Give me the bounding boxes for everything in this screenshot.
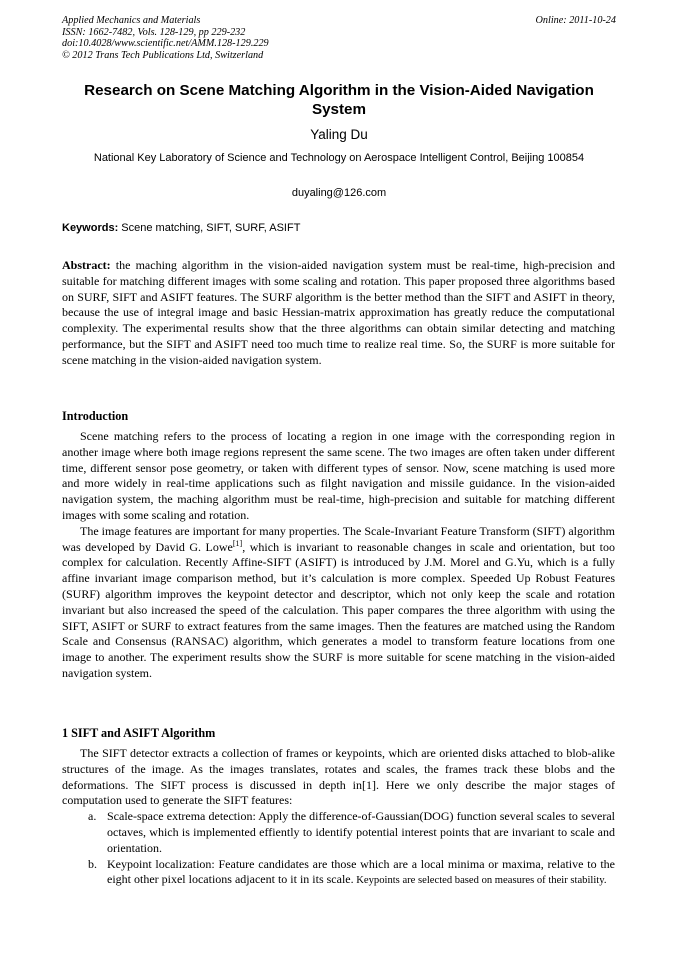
- journal-name: Applied Mechanics and Materials: [62, 15, 201, 26]
- list-item: [62, 809, 615, 856]
- introduction-body: [62, 429, 615, 682]
- author-name: Yaling Du: [310, 127, 368, 142]
- keywords-text: Scene matching, SIFT, SURF, ASIFT: [118, 222, 301, 234]
- section-1-paragraph: The SIFT detector extracts a collection of frames or keypoints, which are oriented disks attached to blob-alike structures of the image. As the images translates, rotates and scales, the frames track these blobs and the deformations. The SIFT process is discussed in depth in[1]. Here we only describe the major stages of computation used to generate the SIFT features:: [62, 746, 615, 808]
- abstract: [62, 258, 615, 369]
- abstract-text: the maching algorithm in the vision-aided navigation system must be real-time, high-precision and suitable for matching different images with some scaling and rotation. This paper proposed three algorithms based on SURF, SIFT and ASIFT features. The SURF algorithm is the better method than the SIFT and ASIFT in theory, because the use of integral image and basic Hessian-matrix approximation has greatly reduce the computational complexity. The experimental results show that the three algorithms can obtain similar detecting and matching performance, but the SIFT and ASIFT need too much time to realize real time. So, the SURF is more suitable for scene matching in the vision-aided navigation system.: [62, 258, 615, 367]
- online-date: Online: 2011-10-24: [535, 15, 616, 26]
- section-1-body: [62, 746, 615, 889]
- intro-paragraph-2: [62, 524, 615, 682]
- keywords-label: Keywords:: [62, 222, 119, 234]
- abstract-label: Abstract:: [62, 258, 111, 272]
- list-item-text: Keypoint localization: Feature candidates are those which are a local minima or maxima, relative to the eight other pixel locations adjacent to it in its scale.: [107, 856, 615, 887]
- list-item: [62, 857, 615, 890]
- list-marker: b.: [88, 856, 97, 871]
- journal-header: [62, 15, 616, 61]
- sift-stage-list: [62, 809, 615, 889]
- intro-p2-part-b: , which is invariant to reasonable changes in scale and orientation, but too complex for calculation. Recently Affine-SIFT (ASIFT) is introduced by J.M. Morel and G.Yu, which is a fully affine invariant image comparison method, but it’s calculation is more complex. Speeded Up Robust Features (SURF) algorithm improves the keypoint detector and descriptor, which not only keep the scale and rotation invariant but also increased the speed of the calculation. This paper compares the three algorithm with using the SIFT, ASIFT or SURF to extract features from the same images. Then the features are matched using the Random Scale and Consensus (RANSAC) algorithm, which generates a model to transform feature locations from one image to another. The experiment results show the SURF is more suitable for scene matching in the vision-aided navigation system.: [62, 539, 616, 680]
- author-email: duyaling@126.com: [291, 187, 387, 199]
- list-item-text: Scale-space extrema detection: Apply the difference-of-Gaussian(DOG) function several scales to several octaves, which is implemented effiently to identify potential interest points that are invariant to scale and orientation.: [107, 809, 615, 855]
- issn-line: ISSN: 1662-7482, Vols. 128-129, pp 229-232: [62, 26, 246, 38]
- paper-title: Research on Scene Matching Algorithm in the Vision-Aided Navigation System: [84, 82, 594, 118]
- citation-ref-1: [1]: [232, 538, 243, 548]
- list-item-text-small: Keypoints are selected based on measures of their stability.: [353, 875, 607, 887]
- copyright-line: © 2012 Trans Tech Publications Ltd, Switzerland: [62, 49, 264, 61]
- keywords: [62, 221, 616, 236]
- section-1-heading: 1 SIFT and ASIFT Algorithm: [62, 726, 216, 740]
- author-affiliation: National Key Laboratory of Science and Technology on Aerospace Intelligent Control, Beijing 100854: [93, 152, 585, 164]
- introduction-heading: Introduction: [62, 409, 129, 423]
- intro-p2-part-a: The image features are important for many properties. The Scale-Invariant Feature Transform (SIFT) algorithm was developed by David G. Lowe: [62, 523, 615, 554]
- list-marker: a.: [88, 809, 97, 824]
- doi-line: doi:10.4028/www.scientific.net/AMM.128-129.229: [62, 38, 269, 50]
- intro-paragraph-1: Scene matching refers to the process of locating a region in one image with the corresponding region in another image where both image regions represent the same scene. The two images are often taken under different time, different sensor pose geometry, or taken with different types of sensor. Now, scene matching is used more and more widely in real-time applications such as filght navigation and missile guidance. In the vision-aided navigation system, the maching algorithm must be real-time, high-precision and suitable for matching different images with some scaling and rotation.: [62, 429, 615, 522]
